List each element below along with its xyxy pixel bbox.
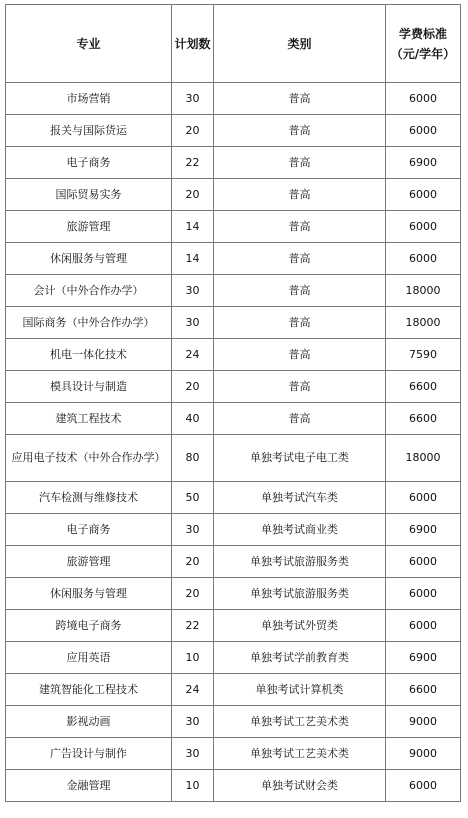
header-fee: 学费标准（元/学年） — [386, 5, 461, 83]
cell-fee: 6000 — [386, 610, 461, 642]
cell-fee: 18000 — [386, 275, 461, 307]
table-row — [6, 578, 461, 610]
cell-fee: 18000 — [386, 307, 461, 339]
table-row — [6, 147, 461, 179]
cell-fee: 6000 — [386, 482, 461, 514]
cell-category: 单独考试外贸类 — [214, 610, 386, 642]
cell-category: 单独考试学前教育类 — [214, 642, 386, 674]
cell-fee: 6900 — [386, 642, 461, 674]
cell-fee: 6900 — [386, 514, 461, 546]
table-row — [6, 738, 461, 770]
cell-fee: 6600 — [386, 403, 461, 435]
header-plan: 计划数 — [172, 5, 214, 83]
cell-fee: 6000 — [386, 83, 461, 115]
cell-plan: 20 — [172, 546, 214, 578]
cell-fee: 6000 — [386, 179, 461, 211]
cell-plan: 30 — [172, 275, 214, 307]
cell-plan: 10 — [172, 642, 214, 674]
cell-category: 单独考试工艺美术类 — [214, 738, 386, 770]
cell-fee: 6600 — [386, 371, 461, 403]
table-row — [6, 435, 461, 482]
cell-category: 普高 — [214, 307, 386, 339]
cell-plan: 24 — [172, 339, 214, 371]
cell-plan: 20 — [172, 371, 214, 403]
cell-fee: 7590 — [386, 339, 461, 371]
cell-fee: 6000 — [386, 211, 461, 243]
table-row — [6, 115, 461, 147]
table-row — [6, 546, 461, 578]
cell-major: 电子商务 — [6, 514, 172, 546]
cell-plan: 14 — [172, 243, 214, 275]
cell-fee: 6000 — [386, 115, 461, 147]
cell-category: 单独考试财会类 — [214, 770, 386, 802]
cell-fee: 9000 — [386, 738, 461, 770]
cell-major: 电子商务 — [6, 147, 172, 179]
table-row — [6, 179, 461, 211]
cell-plan: 30 — [172, 514, 214, 546]
cell-major: 广告设计与制作 — [6, 738, 172, 770]
cell-fee: 6000 — [386, 578, 461, 610]
cell-major: 应用英语 — [6, 642, 172, 674]
table-row — [6, 243, 461, 275]
table-row — [6, 275, 461, 307]
cell-fee: 9000 — [386, 706, 461, 738]
cell-plan: 20 — [172, 578, 214, 610]
cell-major: 旅游管理 — [6, 211, 172, 243]
cell-fee: 18000 — [386, 435, 461, 482]
cell-major: 国际商务（中外合作办学） — [6, 307, 172, 339]
table-row — [6, 307, 461, 339]
cell-major: 报关与国际货运 — [6, 115, 172, 147]
cell-category: 单独考试电子电工类 — [214, 435, 386, 482]
header-major: 专业 — [6, 5, 172, 83]
table-row — [6, 770, 461, 802]
table-row — [6, 83, 461, 115]
table-row — [6, 371, 461, 403]
cell-plan: 30 — [172, 706, 214, 738]
cell-category: 普高 — [214, 403, 386, 435]
cell-major: 市场营销 — [6, 83, 172, 115]
cell-plan: 10 — [172, 770, 214, 802]
cell-plan: 22 — [172, 610, 214, 642]
cell-plan: 40 — [172, 403, 214, 435]
cell-major: 金融管理 — [6, 770, 172, 802]
table-row — [6, 706, 461, 738]
cell-major: 休闲服务与管理 — [6, 243, 172, 275]
table-row — [6, 514, 461, 546]
cell-category: 普高 — [214, 339, 386, 371]
cell-major: 旅游管理 — [6, 546, 172, 578]
table-row — [6, 482, 461, 514]
cell-major: 休闲服务与管理 — [6, 578, 172, 610]
table-body — [6, 83, 461, 802]
cell-category: 单独考试商业类 — [214, 514, 386, 546]
table-row — [6, 211, 461, 243]
cell-plan: 20 — [172, 179, 214, 211]
cell-major: 机电一体化技术 — [6, 339, 172, 371]
table-row — [6, 339, 461, 371]
cell-category: 单独考试旅游服务类 — [214, 546, 386, 578]
cell-plan: 20 — [172, 115, 214, 147]
cell-category: 普高 — [214, 371, 386, 403]
table-row — [6, 610, 461, 642]
cell-plan: 30 — [172, 738, 214, 770]
cell-plan: 14 — [172, 211, 214, 243]
cell-plan: 30 — [172, 307, 214, 339]
header-row — [6, 5, 461, 83]
cell-category: 单独考试汽车类 — [214, 482, 386, 514]
cell-category: 普高 — [214, 275, 386, 307]
cell-fee: 6000 — [386, 243, 461, 275]
cell-category: 单独考试工艺美术类 — [214, 706, 386, 738]
cell-fee: 6000 — [386, 770, 461, 802]
table-row — [6, 642, 461, 674]
cell-fee: 6600 — [386, 674, 461, 706]
cell-category: 普高 — [214, 83, 386, 115]
header-category: 类别 — [214, 5, 386, 83]
cell-major: 跨境电子商务 — [6, 610, 172, 642]
cell-category: 普高 — [214, 115, 386, 147]
cell-major: 应用电子技术（中外合作办学） — [6, 435, 172, 482]
cell-fee: 6900 — [386, 147, 461, 179]
cell-category: 普高 — [214, 179, 386, 211]
cell-category: 普高 — [214, 211, 386, 243]
cell-major: 建筑智能化工程技术 — [6, 674, 172, 706]
cell-major: 会计（中外合作办学） — [6, 275, 172, 307]
cell-category: 普高 — [214, 147, 386, 179]
cell-plan: 24 — [172, 674, 214, 706]
cell-plan: 50 — [172, 482, 214, 514]
cell-fee: 6000 — [386, 546, 461, 578]
table-row — [6, 674, 461, 706]
cell-major: 汽车检测与维修技术 — [6, 482, 172, 514]
cell-major: 国际贸易实务 — [6, 179, 172, 211]
cell-plan: 30 — [172, 83, 214, 115]
cell-major: 模具设计与制造 — [6, 371, 172, 403]
cell-major: 影视动画 — [6, 706, 172, 738]
cell-category: 单独考试旅游服务类 — [214, 578, 386, 610]
cell-plan: 22 — [172, 147, 214, 179]
cell-major: 建筑工程技术 — [6, 403, 172, 435]
cell-category: 普高 — [214, 243, 386, 275]
tuition-table — [5, 4, 461, 802]
cell-category: 单独考试计算机类 — [214, 674, 386, 706]
cell-plan: 80 — [172, 435, 214, 482]
table-row — [6, 403, 461, 435]
